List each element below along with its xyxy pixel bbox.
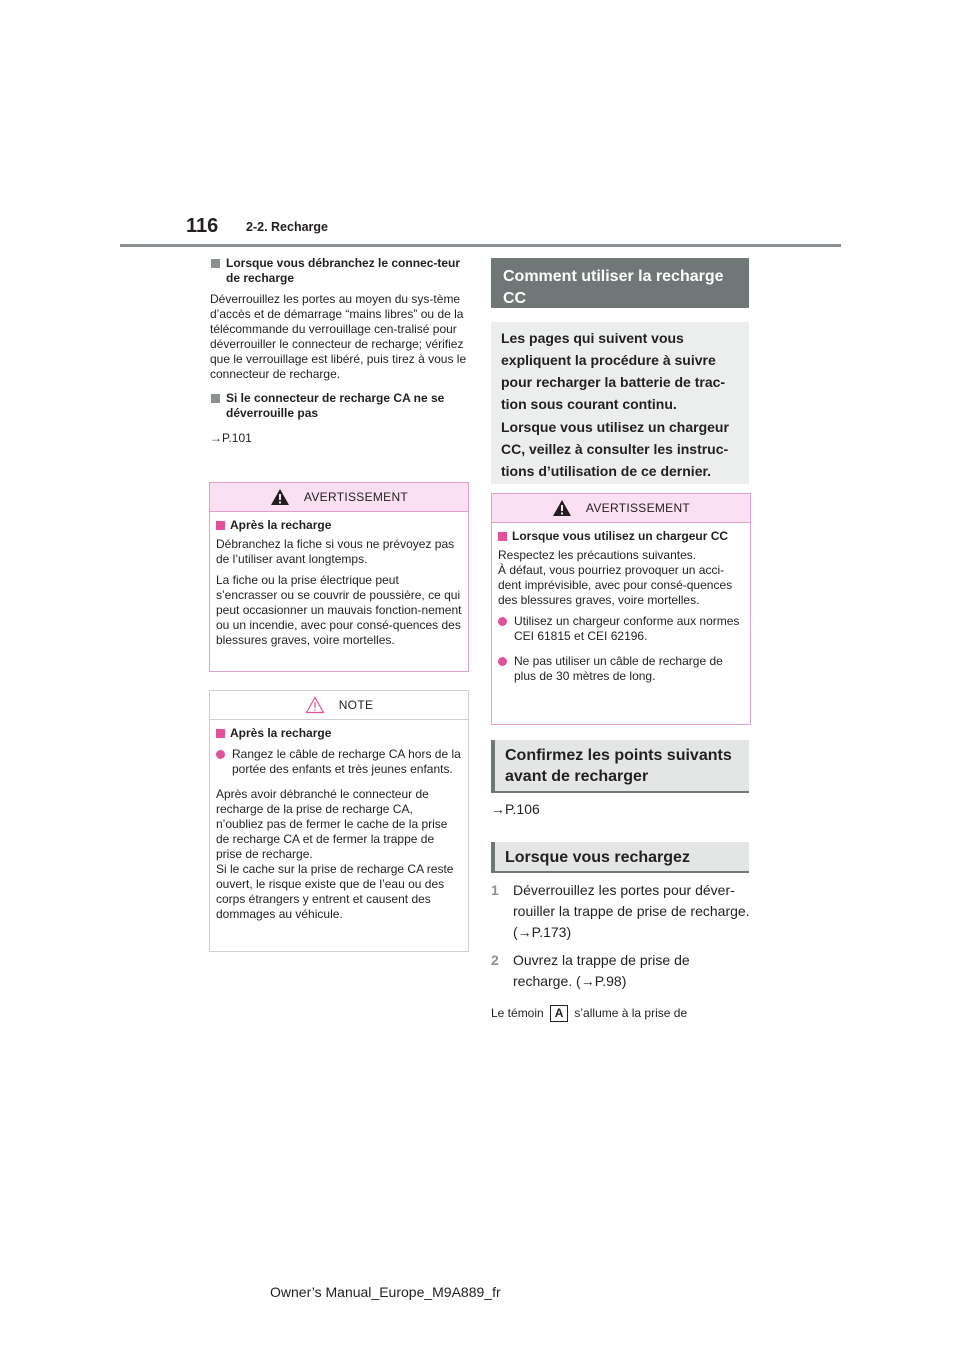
section-heading: Si le connecteur de recharge CA ne se déverrouille pas bbox=[210, 391, 468, 421]
step-number: 1 bbox=[491, 882, 499, 898]
label-a-box: A bbox=[550, 1005, 568, 1022]
warning-label: AVERTISSEMENT bbox=[303, 490, 409, 504]
warning-box bbox=[491, 493, 751, 725]
paragraph: À défaut, vous pourriez provoquer un acci-dent imprévisible, avec pour consé-quences des blessures graves, voire mortelles. bbox=[498, 563, 733, 607]
warning-bullet: Ne pas utiliser un câble de recharge de plus de 30 mètres de long. bbox=[498, 654, 744, 684]
indicator-line bbox=[491, 1005, 687, 1022]
note-bullet: Rangez le câble de recharge CA hors de la portée des enfants et très jeunes enfants. bbox=[216, 747, 462, 777]
warning-box bbox=[209, 482, 469, 672]
section-title: 2-2. Recharge bbox=[246, 220, 328, 234]
page-number: 116 bbox=[186, 215, 219, 237]
warning-triangle-icon bbox=[552, 499, 572, 517]
paragraph: Si le cache sur la prise de recharge CA reste ouvert, le risque existe que de l’eau ou des corps étrangers y entrent et causent des dommages au véhicule. bbox=[216, 862, 454, 921]
header-divider bbox=[120, 244, 841, 247]
warning-label: AVERTISSEMENT bbox=[585, 501, 691, 515]
intro-paragraph: Lorsque vous utilisez un chargeur CC, veillez à consulter les instruc-tions d’utilisation de ce dernier. bbox=[501, 419, 729, 479]
section-heading: Lorsque vous débranchez le connec-teur de recharge bbox=[210, 256, 468, 286]
step-1 bbox=[491, 880, 751, 943]
text: Le témoin bbox=[491, 1006, 544, 1020]
page-reference: →P.101 bbox=[210, 431, 252, 445]
warning-subheading: Lorsque vous utilisez un chargeur CC bbox=[498, 529, 744, 544]
paragraph: La fiche ou la prise électrique peut s’encrasser ou se couvrir de poussière, ce qui peut occasionner un mauvais fonction-nement ou un incendie, avec pour consé-quences des blessures graves, voire mortelles. bbox=[216, 573, 462, 647]
section-title-dc-charging: Comment utiliser la recharge CC bbox=[491, 258, 749, 308]
step-text: Déverrouillez les portes pour déver-rouiller la trappe de prise de recharge. (→P.173) bbox=[513, 882, 750, 940]
caution-triangle-icon bbox=[305, 696, 325, 714]
paragraph: Déverrouillez les portes au moyen du sys-tème d’accès et de démarrage “mains libres” ou de la télécommande du verrouillage cen-tralisé pour déverrouiller le connecteur de recharge; vérifiez que le verrouillage est libéré, puis tirez à vous le connecteur de recharge. bbox=[210, 292, 467, 381]
note-label: NOTE bbox=[338, 698, 374, 712]
warning-bullet: Utilisez un chargeur conforme aux normes CEI 61815 et CEI 62196. bbox=[498, 614, 744, 644]
step-text: Ouvrez la trappe de prise de recharge. (→P.98) bbox=[513, 952, 690, 989]
paragraph: Débranchez la fiche si vous ne prévoyez pas de l’utiliser avant longtemps. bbox=[216, 537, 455, 566]
step-number: 2 bbox=[491, 952, 499, 968]
paragraph: Respectez les précautions suivantes. bbox=[498, 548, 697, 562]
left-column-text bbox=[210, 256, 468, 445]
section-title-checks: Confirmez les points suivants avant de recharger bbox=[491, 740, 749, 793]
section-title-when-charging: Lorsque vous rechargez bbox=[491, 842, 749, 873]
note-subheading: Après la recharge bbox=[216, 726, 462, 741]
paragraph: Après avoir débranché le connecteur de recharge de la prise de recharge CA, n’oubliez pas de fermer le cache de la prise de recharge CA et de fermer la trappe de prise de recharge. bbox=[216, 787, 448, 861]
note-header bbox=[210, 691, 468, 720]
page-reference: →P.106 bbox=[491, 801, 540, 817]
intro-box bbox=[491, 322, 749, 484]
note-box bbox=[209, 690, 469, 952]
footer-text: Owner’s Manual_Europe_M9A889_fr bbox=[270, 1284, 501, 1300]
warning-header bbox=[492, 494, 750, 523]
warning-header bbox=[210, 483, 468, 512]
warning-triangle-icon bbox=[270, 488, 290, 506]
step-2 bbox=[491, 950, 751, 992]
warning-subheading: Après la recharge bbox=[216, 518, 462, 533]
text: s’allume à la prise de bbox=[574, 1006, 688, 1020]
intro-paragraph: Les pages qui suivent vous expliquent la procédure à suivre pour recharger la batterie de trac-tion sous courant continu. bbox=[501, 330, 726, 412]
